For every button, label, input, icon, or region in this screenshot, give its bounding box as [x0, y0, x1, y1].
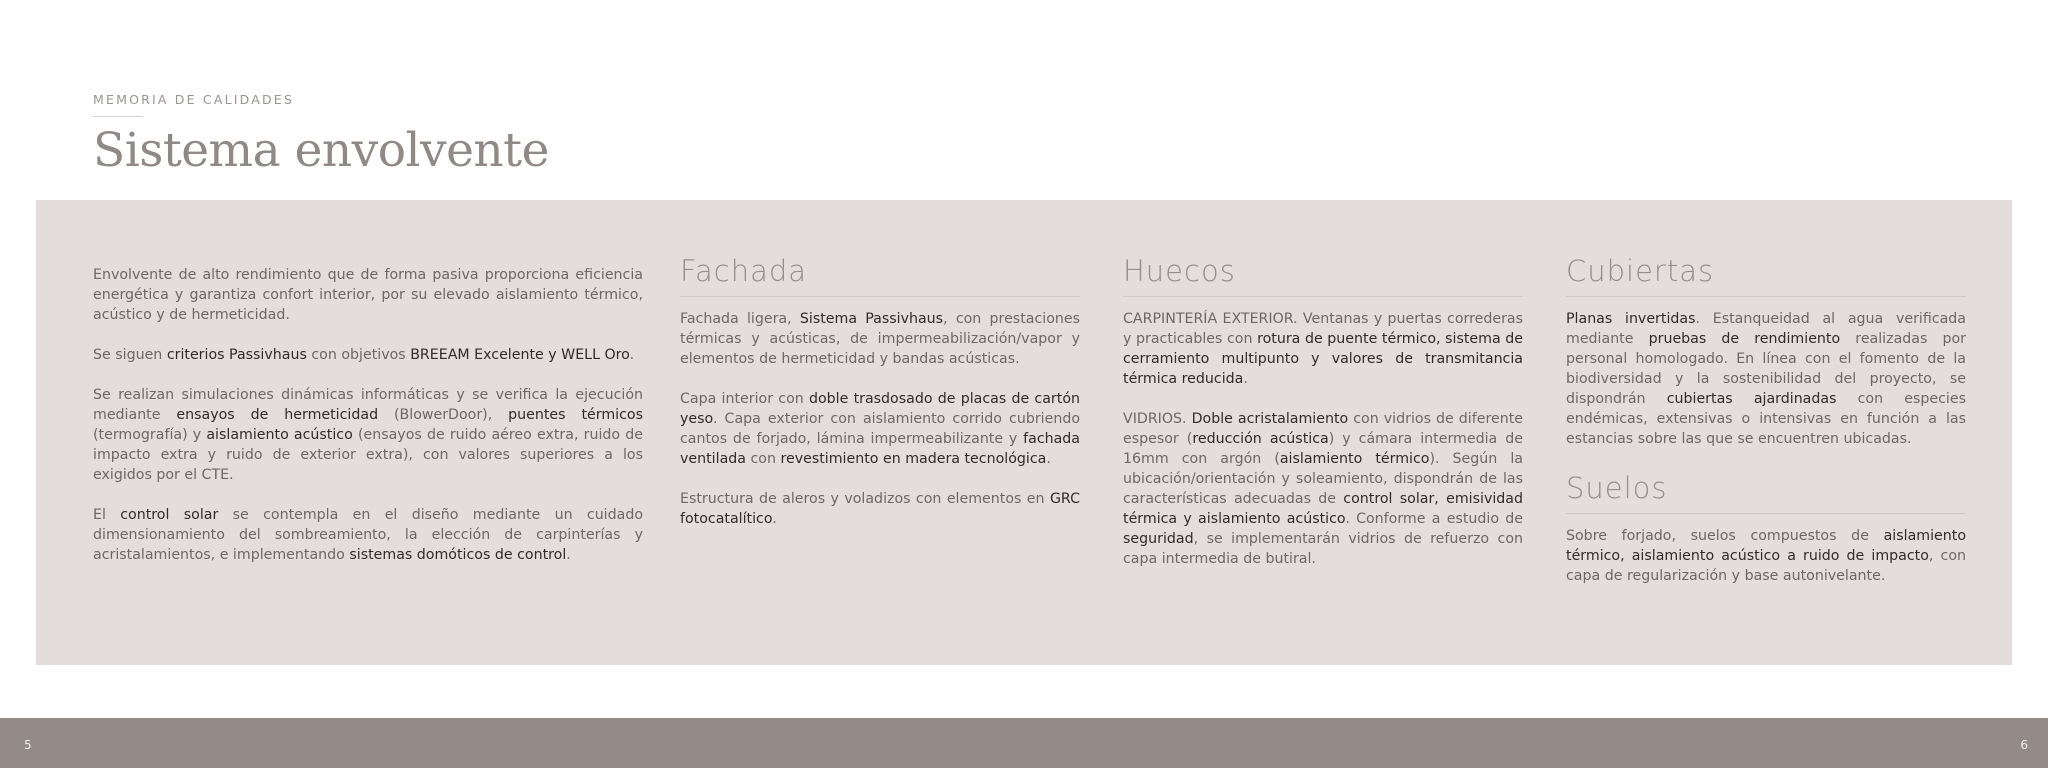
cubiertas-column — [1566, 254, 1966, 586]
intro-paragraph-4: El control solar se contempla en el diseño mediante un cuidado dimensionamiento del sombreamiento, la elección de carpinterías y acristalamientos, e implementando sistemas domóticos de control. — [93, 507, 644, 563]
emphasis-text: puentes térmicos — [508, 407, 643, 423]
huecos-paragraph-2: VIDRIOS. Doble acristalamiento con vidrios de diferente espesor (reducción acústica) y cámara intermedia de 16mm con argón (aislamiento térmico). Según la ubicación/orientación y soleamiento, dispondrán de las características adecuadas de control solar, emisividad térmica y aislamiento acústico. Conforme a estudio de seguridad, se implementarán vidrios de refuerzo con capa intermedia de butiral. — [1123, 411, 1524, 567]
suelos-heading: Suelos — [1566, 471, 1668, 505]
fachada-paragraph-3: Estructura de aleros y voladizos con elementos en GRC fotocatalítico. — [680, 491, 1080, 527]
emphasis-text: BREEAM Excelente y WELL Oro — [410, 347, 630, 363]
emphasis-text: rotura de puente térmico, sistema de cerramiento multipunto y valores de transmitancia térmica reducida — [1123, 331, 1523, 387]
emphasis-text: aislamiento térmico, aislamiento acústico a ruido de impacto — [1566, 528, 1966, 564]
page-title: Sistema envolvente — [93, 123, 549, 178]
huecos-paragraph-1: CARPINTERÍA EXTERIOR. Ventanas y puertas correderas y practicables con rotura de puente térmico, sistema de cerramiento multipunto y valores de transmitancia térmica reducida. — [1123, 311, 1523, 387]
emphasis-text: Planas invertidas — [1566, 311, 1696, 327]
emphasis-text: Sistema Passivhaus — [799, 311, 944, 327]
emphasis-text: aislamiento térmico — [1279, 451, 1430, 467]
cubiertas-divider — [1566, 296, 1966, 297]
huecos-divider — [1123, 296, 1523, 297]
content-panel — [36, 200, 2012, 665]
intro-column — [93, 265, 643, 565]
page-number-left: 5 — [24, 738, 32, 752]
page-number-right: 6 — [2020, 738, 2028, 752]
emphasis-text: reducción acústica — [1192, 431, 1329, 447]
page-footer — [0, 718, 2048, 768]
suelos-divider — [1566, 513, 1966, 514]
suelos-paragraph-1: Sobre forjado, suelos compuestos de aislamiento térmico, aislamiento acústico a ruido de impacto, con capa de regularización y base autonivelante. — [1566, 528, 1966, 584]
eyebrow-divider — [93, 116, 143, 117]
fachada-paragraph-2: Capa interior con doble trasdosado de placas de cartón yeso. Capa exterior con aislamiento corrido cubriendo cantos de forjado, lámina impermeabilizante y fachada ventilada con revestimiento en madera tecnológica. — [680, 391, 1080, 467]
emphasis-text: control solar — [120, 507, 219, 523]
emphasis-text: seguridad — [1123, 531, 1194, 547]
emphasis-text: doble trasdosado de placas de cartón yeso — [680, 391, 1080, 427]
emphasis-text: control solar, emisividad térmica y aislamiento acústico — [1123, 491, 1523, 527]
cubiertas-paragraph-1: Planas invertidas. Estanqueidad al agua verificada mediante pruebas de rendimiento realizadas por personal homologado. En línea con el fomento de la biodiversidad y la sostenibilidad del proyecto, se dispondrán cubiertas ajardinadas con especies endémicas, extensivas o intensivas en función a las estancias sobre las que se encuentren ubicadas. — [1566, 311, 1967, 447]
emphasis-text: GRC fotocatalítico — [680, 491, 1080, 527]
fachada-paragraph-1: Fachada ligera, Sistema Passivhaus, con prestaciones térmicas y acústicas, de impermeabilización/vapor y elementos de hermeticidad y bandas acústicas. — [680, 311, 1080, 367]
intro-paragraph-2: Se siguen criterios Passivhaus con objetivos BREEAM Excelente y WELL Oro. — [93, 347, 635, 363]
section-eyebrow: MEMORIA DE CALIDADES — [93, 92, 295, 107]
intro-paragraph-1: Envolvente de alto rendimiento que de forma pasiva proporciona eficiencia energética y garantiza confort interior, por su elevado aislamiento térmico, acústico y de hermeticidad. — [93, 267, 643, 323]
fachada-divider — [680, 296, 1080, 297]
huecos-column — [1123, 254, 1523, 569]
emphasis-text: aislamiento acústico — [206, 427, 353, 443]
emphasis-text: Doble acristalamiento — [1191, 411, 1349, 427]
emphasis-text: sistemas domóticos de control — [349, 547, 567, 563]
fachada-heading: Fachada — [680, 254, 808, 288]
emphasis-text: ensayos de hermeticidad — [176, 407, 379, 423]
emphasis-text: criterios Passivhaus — [166, 347, 307, 363]
emphasis-text: cubiertas ajardinadas — [1666, 391, 1837, 407]
emphasis-text: revestimiento en madera tecnológica — [780, 451, 1047, 467]
page-header — [93, 92, 549, 178]
cubiertas-heading: Cubiertas — [1566, 254, 1715, 288]
intro-paragraph-3: Se realizan simulaciones dinámicas informáticas y se verifica la ejecución mediante ensayos de hermeticidad (BlowerDoor), puentes térmicos (termografía) y aislamiento acústico (ensayos de ruido aéreo extra, ruido de impacto extra y ruido de exterior extra), con valores superiores a los exigidos por el CTE. — [93, 387, 644, 483]
huecos-heading: Huecos — [1123, 254, 1236, 288]
emphasis-text: pruebas de rendimiento — [1648, 331, 1841, 347]
emphasis-text: fachada ventilada — [680, 431, 1080, 467]
fachada-column — [680, 254, 1080, 529]
